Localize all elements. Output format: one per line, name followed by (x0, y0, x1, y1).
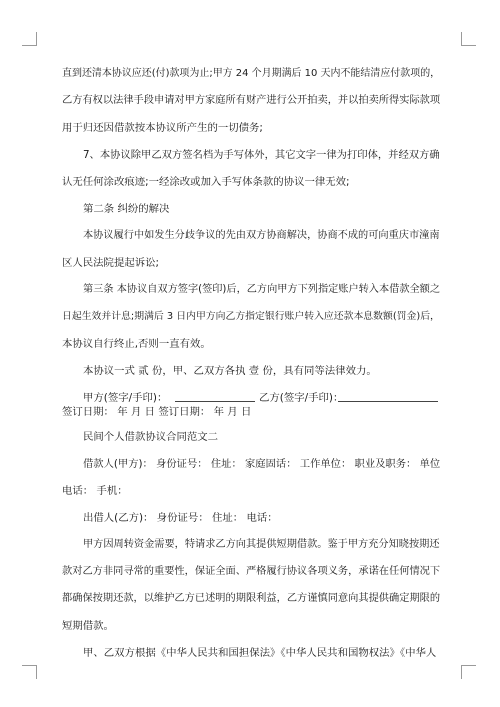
party-a-signature-blank (175, 392, 255, 402)
body-line: 短期借款。 (62, 620, 114, 632)
crop-mark-bottom-left (36, 665, 37, 679)
crop-mark-top-left (36, 32, 37, 46)
body-line: 区人民法院提起诉讼; (62, 257, 160, 269)
body-line: 7、本协议除甲乙双方签名档为手写体外，其它文字一律为打印体，并经双方确 (83, 149, 440, 161)
body-line: 本协议履行中如发生分歧争议的先由双方协商解决，协商不成的可向重庆市潼南 (83, 230, 440, 241)
body-line: 日起生效并计息;期满后 3 日内甲方向乙方指定银行账户转入应还款本息数额(罚金)后， (62, 311, 440, 322)
body-line: 出借人(乙方)： 身份证号： 住址： 电话： (83, 512, 278, 524)
body-line: 款对乙方非同寻常的重要性，保证全面、严格履行协议各项义务，承诺在任何情况下 (62, 566, 441, 577)
crop-mark-top-right (462, 45, 476, 46)
party-a-signature-label: 甲方(签字/手印)： (83, 392, 168, 404)
body-line: 直到还清本协议应还(付)款项为止;甲方 24 个月期满后 10 天内不能结清应付款项的， (62, 68, 441, 79)
crop-mark-bottom-right (462, 665, 476, 666)
crop-mark-top-right (461, 32, 462, 46)
body-line: 用于归还因借款按本协议所产生的一切债务; (62, 122, 263, 134)
section-heading: 民间个人借款协议合同范文二 (83, 431, 219, 443)
body-line: 乙方有权以法律手段申请对甲方家庭所有财产进行公开拍卖，并以拍卖所得实际款项 (62, 95, 441, 106)
body-line: 电话： 手机： (62, 485, 128, 497)
body-line: 认无任何涂改痕迹;一经涂改或加入手写体条款的协议一律无效; (62, 176, 350, 188)
party-b-signature-label: 乙方(签字/手印)： (259, 392, 344, 404)
body-line: 本协议自行终止,否则一直有效。 (62, 338, 211, 350)
body-line: 第三条 本协议自双方签字(签印)后，乙方向甲方下列指定账户转入本借款全额之 (83, 284, 441, 295)
section-heading: 第二条 纠纷的解决 (83, 203, 170, 215)
body-line: 都确保按期还款，以维护乙方已述明的期限利益，乙方谨慎同意向其提供确定期限的 (62, 593, 441, 604)
body-line: 甲、乙双方根据《中华人民共和国担保法》《中华人民共和国物权法》《中华人 (83, 647, 437, 659)
sign-date-line: 签订日期： 年 月 日 签订日期： 年 月 日 (62, 406, 252, 418)
party-b-signature-blank (338, 392, 438, 402)
crop-mark-top-left (22, 45, 36, 46)
crop-mark-bottom-right (461, 665, 462, 679)
body-line: 甲方因周转资金需要，特请求乙方向其提供短期借款。鉴于甲方充分知晓按期还 (83, 539, 440, 550)
body-line: 借款人(甲方)： 身份证号： 住址： 家庭固话： 工作单位： 职业及职务： 单位 (83, 458, 441, 470)
body-line: 本协议一式 贰 份，甲、乙双方各执 壹 份，具有同等法律效力。 (83, 365, 377, 377)
crop-mark-bottom-left (22, 665, 36, 666)
